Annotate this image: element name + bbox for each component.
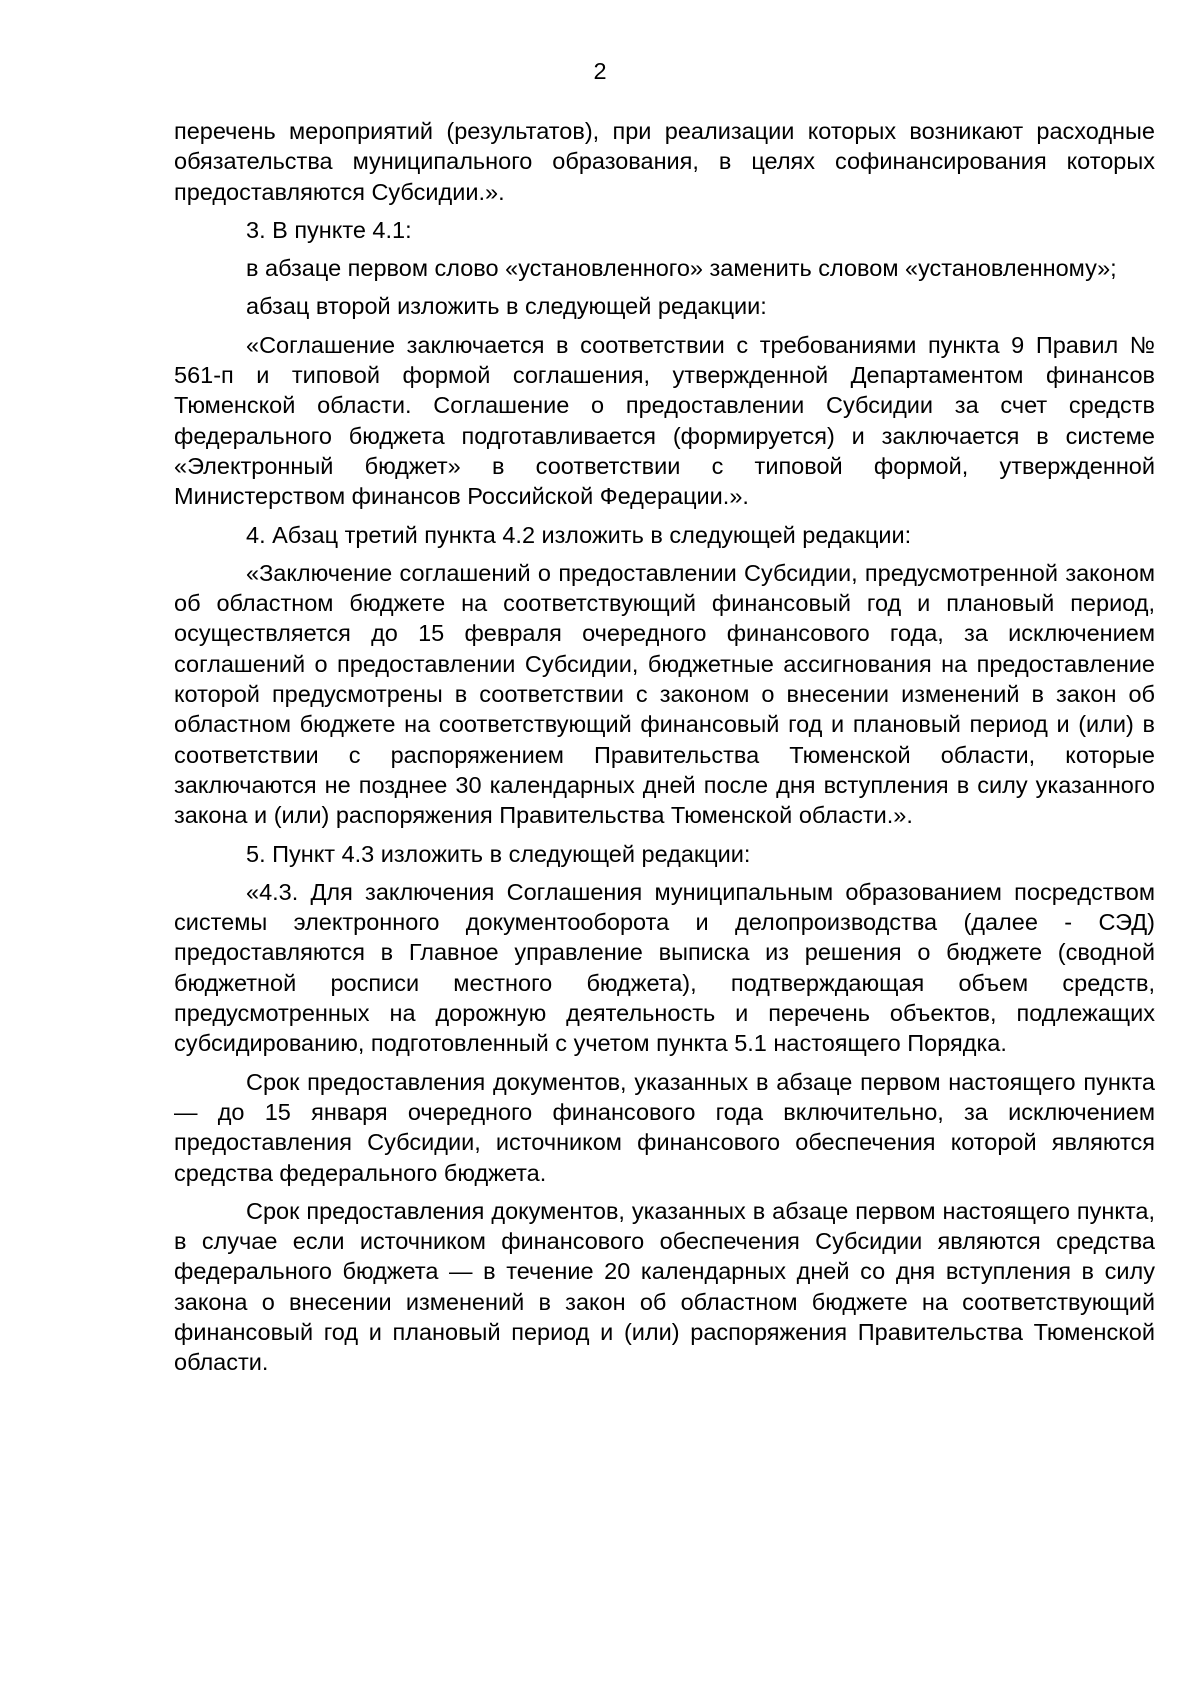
paragraph-quote-agreement: «Соглашение заключается в соответствии с требованиями пункта 9 Правил № 561-п и типовой формой соглашения, утвержденной Департаментом финансов Тюменской области. Соглашение о предоставлении Субсидии за счет средств федерального бюджета подготавливается (формируется) и заключается в системе «Электронный бюджет» в соответствии с типовой формой, утвержденной Министерством финансов Российской Федерации.». (174, 331, 1155, 510)
document-body (174, 116, 1155, 1386)
paragraph-item-3: 3. В пункте 4.1: (246, 216, 412, 243)
paragraph-item-4: 4. Абзац третий пункта 4.2 изложить в следующей редакции: (246, 521, 912, 548)
paragraph-quote-conclusion: «Заключение соглашений о предоставлении Субсидии, предусмотренной законом об областном бюджете на соответствующий финансовый год и плановый период, осуществляется до 15 февраля очередного финансового года, за исключением соглашений о предоставлении Субсидии, бюджетные ассигнования на предоставление которой предусмотрены в соответствии с законом о внесении изменений в закон об областном бюджете на соответствующий финансовый год и плановый период и (или) в соответствии с распоряжением Правительства Тюменской области, которые заключаются не позднее 30 календарных дней после дня вступления в силу указанного закона и (или) распоряжения Правительства Тюменской области.». (174, 559, 1155, 829)
paragraph-deadline-january: Срок предоставления документов, указанных в абзаце первом настоящего пункта — до 15 января очередного финансового года включительно, за исключением предоставления Субсидии, источником финансового обеспечения которой являются средства федерального бюджета. (174, 1068, 1155, 1186)
paragraph-amendment-word: в абзаце первом слово «установленного» заменить словом «установленному»; (246, 255, 1117, 282)
paragraph-item-5: 5. Пункт 4.3 изложить в следующей редакции: (246, 840, 751, 867)
paragraph-continuation: перечень мероприятий (результатов), при реализации которых возникают расходные обязательства муниципального образования, в целях софинансирования которых предоставляются Субсидии.». (174, 118, 1155, 205)
paragraph-amendment-second: абзац второй изложить в следующей редакции: (246, 293, 767, 320)
page-number: 2 (593, 58, 607, 84)
paragraph-deadline-federal: Срок предоставления документов, указанных в абзаце первом настоящего пункта, в случае если источником финансового обеспечения Субсидии являются средства федерального бюджета — в течение 20 календарных дней со дня вступления в силу закона о внесении изменений в закон об областном бюджете на соответствующий финансовый год и плановый период и (или) распоряжения Правительства Тюменской области. (174, 1197, 1155, 1376)
paragraph-quote-4-3: «4.3. Для заключения Соглашения муниципальным образованием посредством системы электронного документооборота и делопроизводства (далее - СЭД) предоставляются в Главное управление выписка из решения о бюджете (сводной бюджетной росписи местного бюджета), подтверждающая объем средств, предусмотренных на дорожную деятельность и перечень объектов, подлежащих субсидированию, подготовленный с учетом пункта 5.1 настоящего Порядка. (174, 878, 1155, 1057)
